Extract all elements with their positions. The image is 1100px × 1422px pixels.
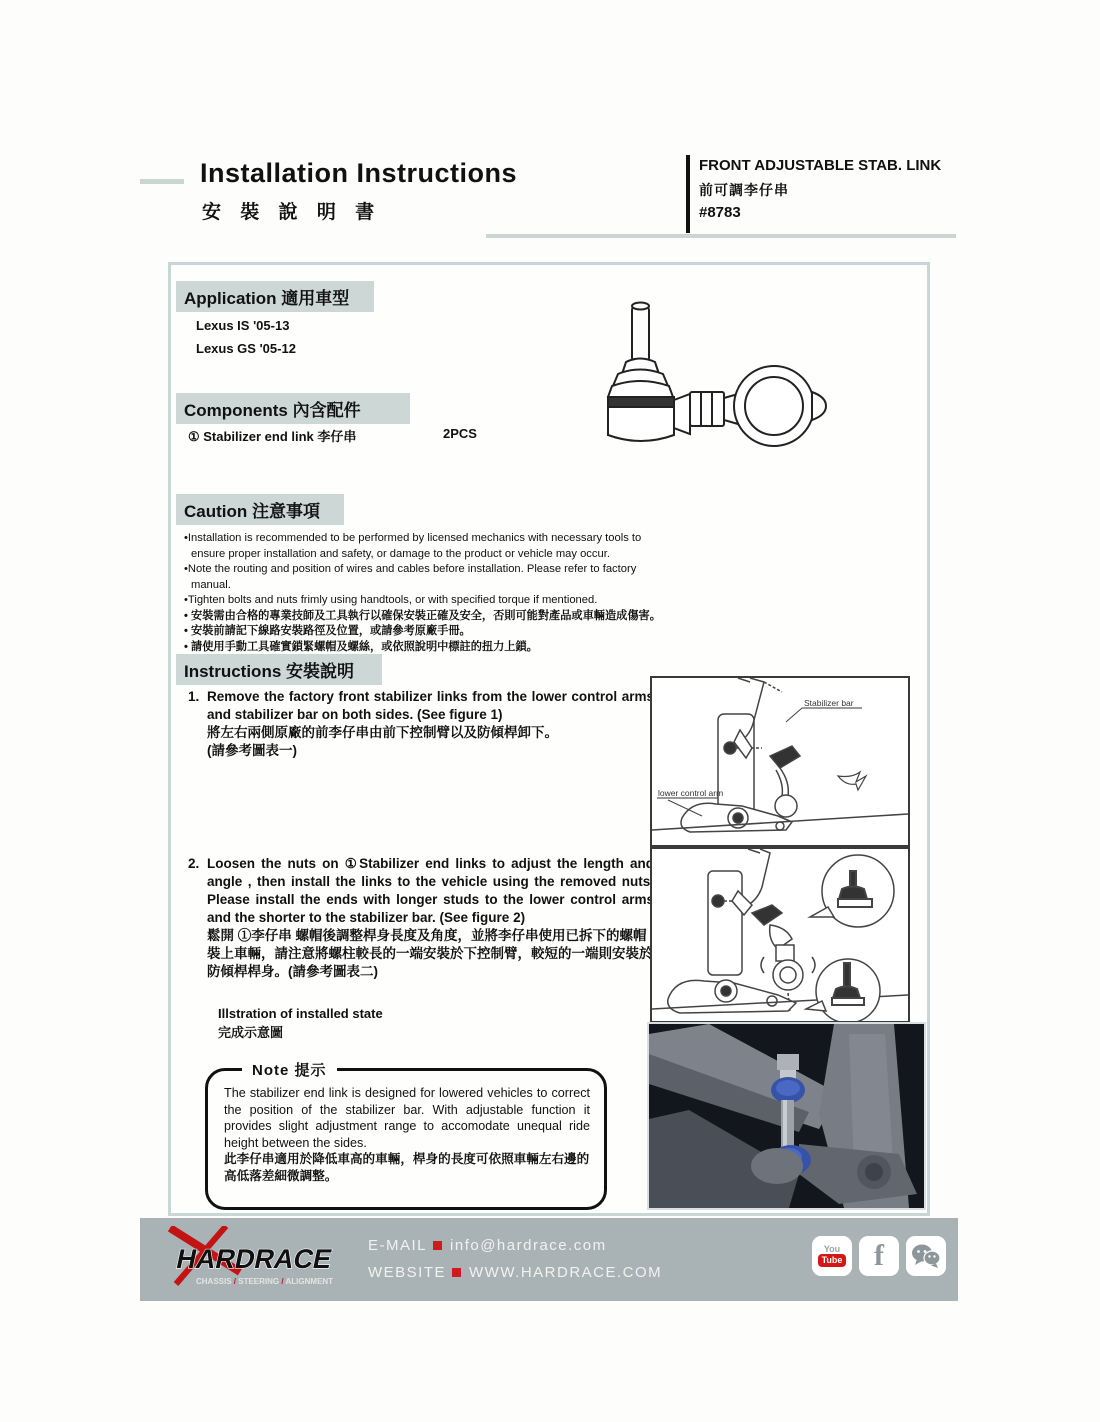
product-block-divider xyxy=(686,155,690,233)
step-text-chinese: (請參考圖表一) xyxy=(207,743,297,758)
stabilizer-link-drawing xyxy=(592,292,828,462)
red-square-bullet xyxy=(433,1241,442,1250)
installed-state-label: Illstration of installed state 完成示意圖 xyxy=(218,1006,383,1040)
caution-bullet-chinese: • 安裝前請記下線路安裝路徑及位置，或請參考原廠手冊。 xyxy=(184,625,471,637)
caution-bullet: •Installation is recommended to be performed by licensed mechanics with necessary tools to ensure proper installation and safety, or damage to the product or vehicle may occur. xyxy=(184,532,642,560)
website-label: WEBSITE xyxy=(368,1264,447,1281)
component-row-qty: 2PCS xyxy=(443,426,477,441)
note-heading: Note 提示 xyxy=(242,1059,337,1080)
footer xyxy=(140,1218,958,1301)
product-code: #8783 xyxy=(699,204,741,221)
website-value: WWW.HARDRACE.COM xyxy=(469,1264,663,1281)
figure1-label-lower-control-arm: lower control arm xyxy=(658,788,724,798)
instruction-step-2 xyxy=(188,855,654,981)
section-heading-caution: Caution 注意事項 xyxy=(176,494,344,525)
figure-1-removal-diagram xyxy=(650,676,910,847)
caution-list xyxy=(184,531,676,655)
svg-text:CHASSIS / STEERING / ALIGNMENT: CHASSIS / STEERING / ALIGNMENT xyxy=(196,1277,334,1286)
component-row-label: ① Stabilizer end link 李仔串 xyxy=(188,429,357,444)
footer-contact xyxy=(368,1232,662,1286)
caution-bullet-chinese: • 安裝需由合格的專業技師及工具執行以確保安裝正確及安全，否則可能對產品或車輛造成傷害。 xyxy=(184,609,661,622)
page-title-chinese: 安 裝 說 明 書 xyxy=(202,202,382,223)
product-name-chinese: 前可調李仔串 xyxy=(699,182,789,198)
figure-2-install-diagram xyxy=(650,847,910,1023)
youtube-icon: You Tube xyxy=(812,1236,852,1276)
footer-social-icons xyxy=(812,1236,946,1276)
section-heading-application: Application 適用車型 xyxy=(176,281,374,312)
product-name: FRONT ADJUSTABLE STAB. LINK xyxy=(699,157,942,174)
caution-bullet: •Note the routing and position of wires and cables before installation. Please refer to factory manual. xyxy=(184,563,637,591)
application-item: Lexus IS '05-13 xyxy=(196,318,290,333)
hardrace-logo xyxy=(162,1226,362,1292)
header-left-dash xyxy=(140,179,184,184)
note-text-en: The stabilizer end link is designed for lowered vehicles to correct the position of the stabilizer bar. With adjustable function it provides slight adjustment range to accomodate unequal ride height between the sides. xyxy=(224,1086,590,1150)
note-text-chinese: 此李仔串適用於降低車高的車輛，桿身的長度可依照車輛左右邊的高低落差細微調整。 xyxy=(224,1152,590,1183)
application-item: Lexus GS '05-12 xyxy=(196,341,296,356)
installed-state-photo xyxy=(647,1022,926,1210)
step-text-chinese: 鬆開 ①李仔串 螺帽後調整桿身長度及角度，並將李仔串使用已拆下的螺帽裝上車輛，請注意將螺柱較長的一端安裝於下控制臂，較短的一端則安裝於防傾桿桿身。(請參考圖表二) xyxy=(207,928,653,979)
email-value: info@hardrace.com xyxy=(450,1237,607,1254)
step-text-en: Loosen the nuts on ①Stabilizer end links to adjust the length and angle , then install the links to the vehicle using the removed nuts. Please install the ends with longer studs to the lower control arms and the shorter to the stabilizer bar. (See figure 2) xyxy=(207,856,654,925)
email-label: E-MAIL xyxy=(368,1237,428,1254)
footer-email-line xyxy=(368,1232,662,1259)
note-box xyxy=(205,1062,607,1210)
footer-website-line xyxy=(368,1259,662,1286)
wechat-icon xyxy=(906,1236,946,1276)
step-number: 2. xyxy=(188,856,200,871)
step-number: 1. xyxy=(188,689,200,704)
caution-bullet-chinese: • 請使用手動工具確實鎖緊螺帽及螺絲，或依照說明中標註的扭力上鎖。 xyxy=(184,640,538,653)
section-heading-instructions: Instructions 安裝說明 xyxy=(176,654,382,685)
header-underline xyxy=(486,234,956,238)
step-text-en: Remove the factory front stabilizer links from the lower control arms and stabilizer bar on both sides. (See figure 1) xyxy=(207,689,654,722)
red-square-bullet xyxy=(452,1268,461,1277)
figure1-label-stabilizer-bar: Stabilizer bar xyxy=(804,698,854,708)
section-heading-components: Components 內含配件 xyxy=(176,393,410,424)
facebook-icon: f xyxy=(859,1236,899,1276)
application-vehicle-list xyxy=(196,314,296,360)
hardrace-logo-text: HARDRACE xyxy=(173,1243,335,1274)
caution-bullet: •Tighten bolts and nuts frimly using handtools, or with specified torque if mentioned. xyxy=(184,594,598,606)
page-title: Installation Instructions xyxy=(200,158,518,188)
step-text-chinese: 將左右兩側原廠的前李仔串由前下控制臂以及防傾桿卸下。 xyxy=(207,725,558,740)
instruction-step-1 xyxy=(188,688,654,760)
